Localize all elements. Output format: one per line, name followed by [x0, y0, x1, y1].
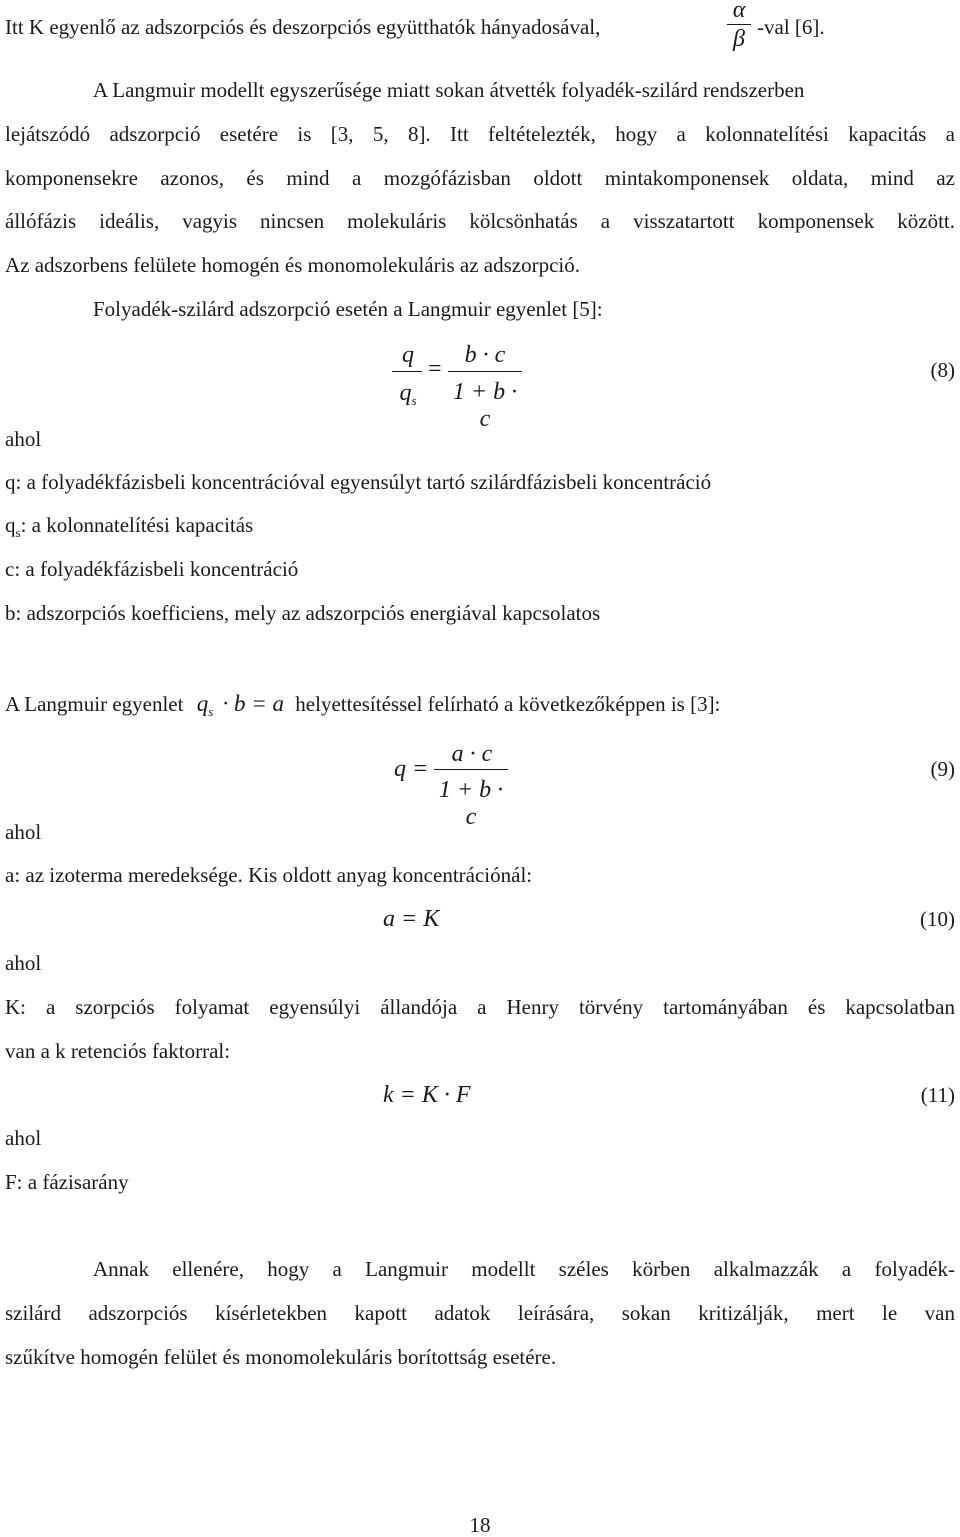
eq8-lhs-numerator: q [402, 342, 414, 368]
ahol-label-3: ahol [5, 951, 42, 975]
ahol-label-1: ahol [5, 427, 42, 451]
eq8-lhs-fraction-bar [392, 371, 422, 372]
ahol-label-4: ahol [5, 1126, 42, 1150]
paragraph-1-line-5: Az adszorbens felülete homogén és monomolekuláris az adszorpció. [5, 253, 580, 277]
paragraph-4-line-2: szilárd adszorpciós kísérletekben kapott adatok leírására, sokan kritizálják, mert le van [5, 1301, 955, 1325]
def-f: F: a fázisarány [5, 1170, 129, 1194]
eq8-rhs-denominator: 1 + b · c [452, 379, 518, 432]
alpha-beta-fraction [724, 0, 754, 53]
inline-math-qs: q [196, 691, 209, 716]
intro-suffix: -val [6]. [757, 15, 825, 39]
eq9-fraction-bar [434, 769, 508, 770]
paragraph-4-line-1: Annak ellenére, hogy a Langmuir modellt széles körben alkalmazzák a folyadék- [93, 1257, 955, 1281]
intro-line [5, 17, 600, 38]
paragraph-2-line-1: Folyadék-szilárd adszorpció esetén a Langmuir egyenlet [5]: [93, 297, 603, 321]
inline-math-rest: · b = a [222, 691, 285, 716]
ahol-label-2: ahol [5, 820, 42, 844]
eq9-lhs: q = [394, 756, 429, 782]
def-q: q: a folyadékfázisbeli koncentrációval egyensúlyt tartó szilárdfázisbeli koncentráció [5, 470, 712, 494]
paragraph-1-line-3: komponensekre azonos, és mind a mozgófázisban oldott mintakomponensek oldata, mind az [5, 166, 955, 190]
page-number: 18 [469, 1513, 491, 1537]
eq8-rhs-fraction-bar [448, 371, 522, 372]
def-b: b: adszorpciós koefficiens, mely az adszorpciós energiával kapcsolatos [5, 601, 601, 625]
eq10-number: (10) [920, 907, 955, 931]
def-qs: $q_s$: a kolonnatelítési kapacitás [5, 513, 254, 541]
eq8-number: (8) [930, 358, 955, 382]
paragraph-1-line-2: lejátszódó adszorpció esetére is [3, 5, 8]. Itt feltételezték, hogy a kolonnatelítési kapacitás a [5, 122, 955, 146]
eq9-denominator: 1 + b · c [438, 777, 504, 830]
eq11-text: k = K · F [383, 1082, 471, 1108]
eq11-number: (11) [920, 1083, 955, 1107]
def-c: c: a folyadékfázisbeli koncentráció [5, 557, 299, 581]
eq8-lhs-denominator: $q_s$ [399, 380, 417, 409]
eq9-numerator: a · c [451, 741, 493, 767]
eq8-rhs-numerator: b · c [464, 342, 506, 368]
paragraph-4-line-3: szűkítve homogén felület és monomolekuláris borítottság esetére. [5, 1345, 557, 1369]
alpha-symbol: α [732, 0, 746, 23]
intro-text: Itt K egyenlő az adszorpciós és deszorpciós együtthatók hányadosával, [5, 15, 601, 39]
paragraph-3: A Langmuir egyenlet $q_s \cdot b = a$ helyettesítéssel felírható a következőképpen is [3]: [5, 691, 721, 720]
paragraph-1-line-1: A Langmuir modellt egyszerűsége miatt sokan átvették folyadék-szilárd rendszerben [93, 78, 805, 102]
eq9-number: (9) [930, 757, 955, 781]
def-a: a: az izoterma meredeksége. Kis oldott anyag koncentrációnál: [5, 863, 533, 887]
eq8-equals: = [428, 356, 442, 382]
eq10-text: a = K [383, 906, 440, 932]
def-k-line-2: van a k retenciós faktorral: [5, 1039, 231, 1063]
def-k-line-1: K: a szorpciós folyamat egyensúlyi állandója a Henry törvény tartományában és kapcsolatban [5, 995, 955, 1019]
beta-symbol: β [733, 26, 745, 52]
paragraph-1-line-4: állófázis ideális, vagyis nincsen molekuláris kölcsönhatás a visszatartott komponensek között. [5, 209, 955, 233]
